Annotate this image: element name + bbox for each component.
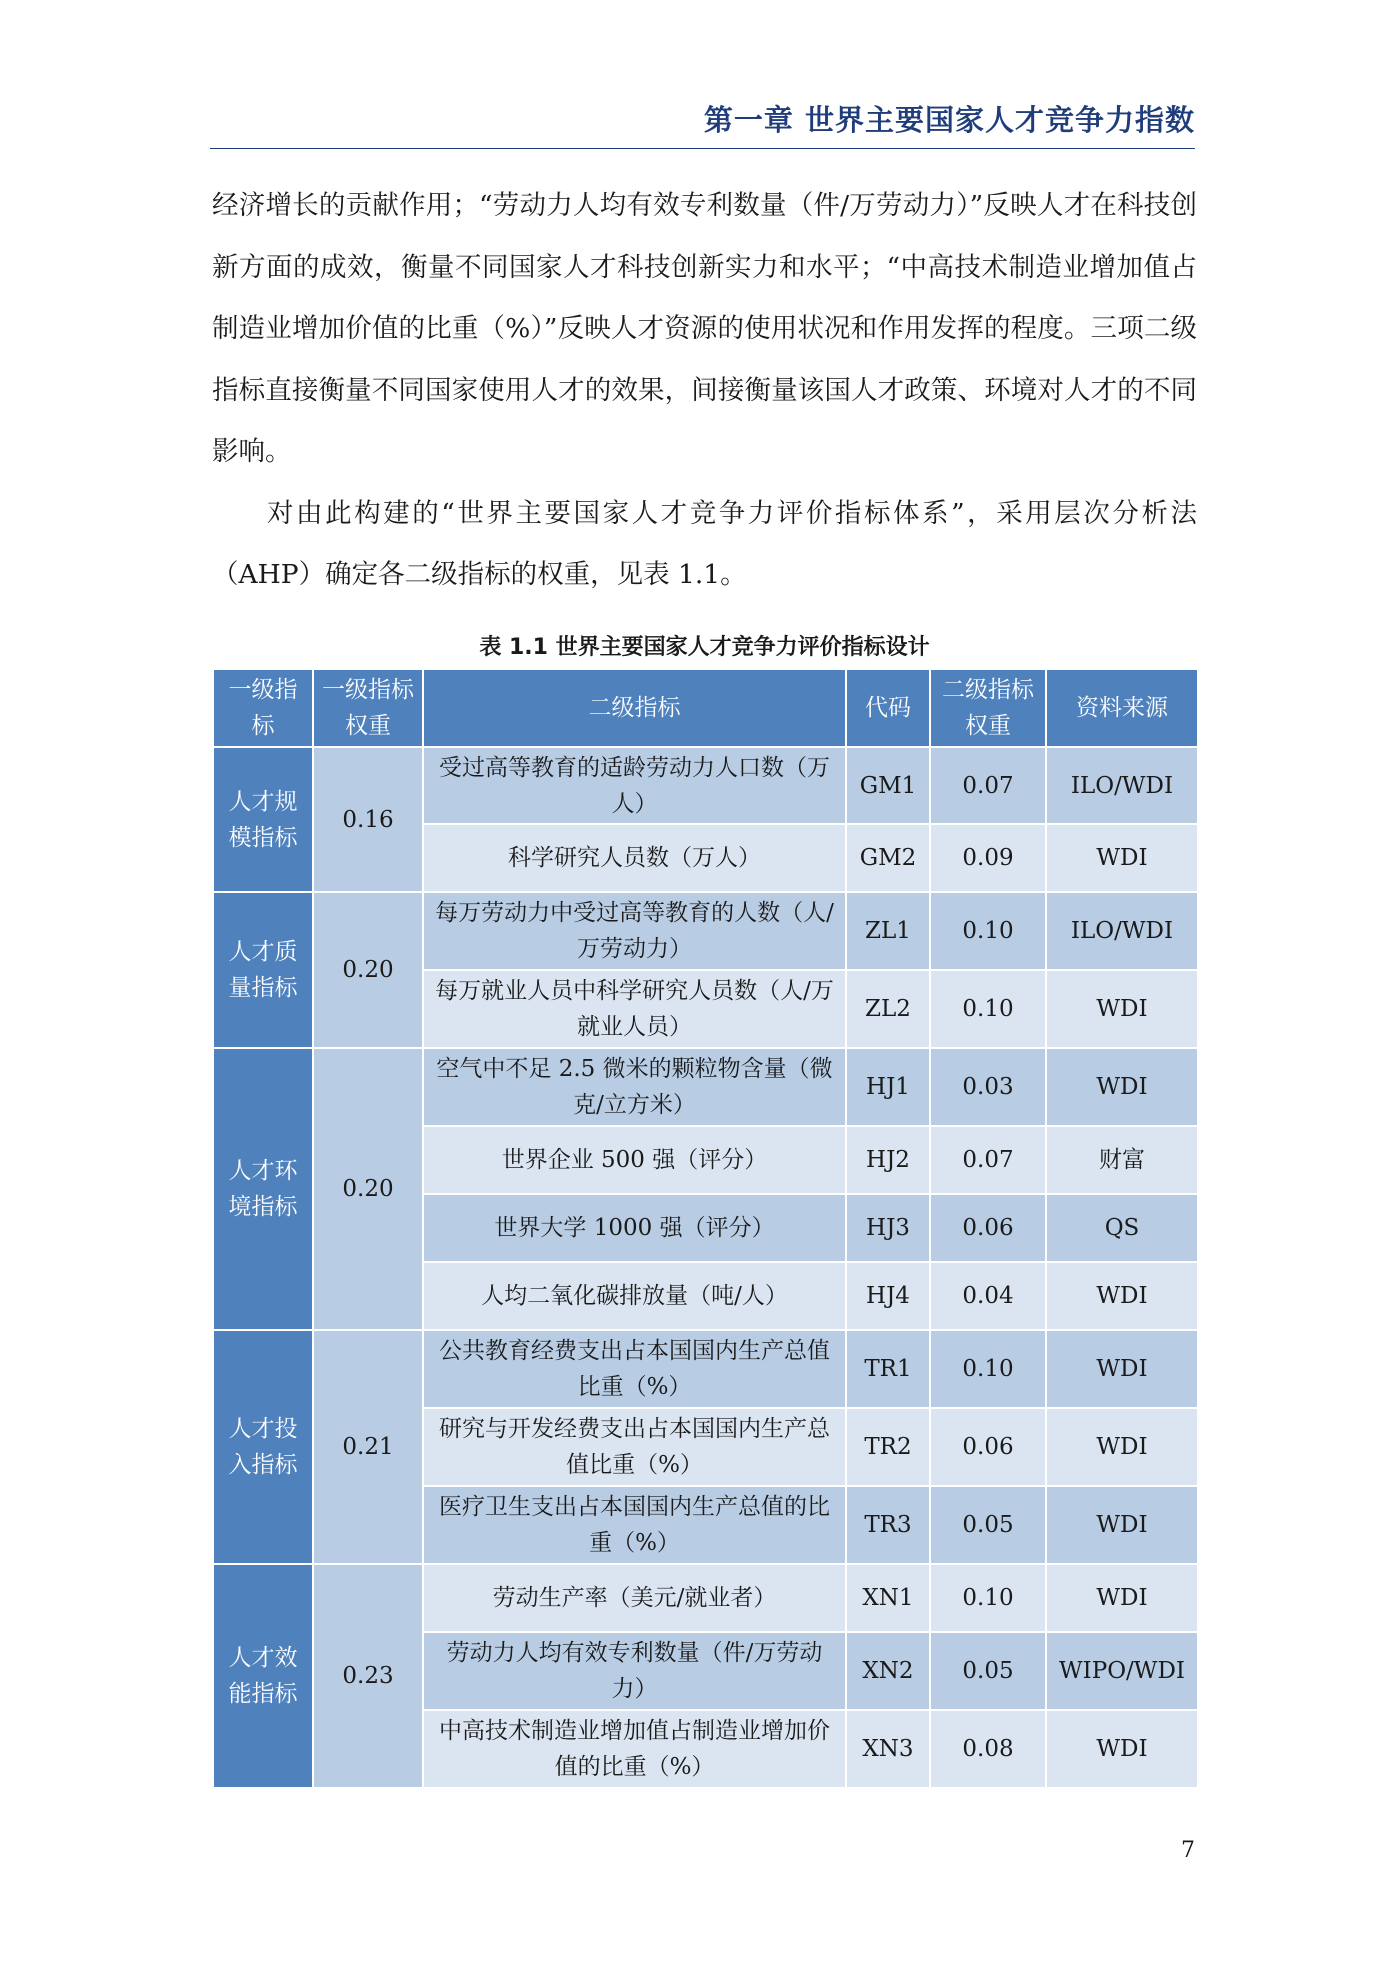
page-number: 7 — [1181, 1838, 1195, 1863]
level1-indicator-cell: 人才环境指标 — [213, 1048, 313, 1330]
source-cell: WDI — [1046, 1564, 1198, 1632]
level2-indicator-cell: 公共教育经费支出占本国国内生产总值比重（%） — [423, 1330, 846, 1408]
code-cell: HJ2 — [846, 1126, 930, 1194]
header-level1-indicator: 一级指标 — [213, 669, 313, 747]
level2-weight-cell: 0.03 — [930, 1048, 1046, 1126]
source-cell: WDI — [1046, 824, 1198, 892]
level1-weight-cell: 0.21 — [313, 1330, 423, 1564]
level2-indicator-cell: 世界大学 1000 强（评分） — [423, 1194, 846, 1262]
table-row — [213, 1330, 1198, 1408]
level2-weight-cell: 0.08 — [930, 1710, 1046, 1788]
header-code: 代码 — [846, 669, 930, 747]
source-cell: QS — [1046, 1194, 1198, 1262]
source-cell: WDI — [1046, 1408, 1198, 1486]
level2-indicator-cell: 医疗卫生支出占本国国内生产总值的比重（%） — [423, 1486, 846, 1564]
level1-indicator-cell: 人才投入指标 — [213, 1330, 313, 1564]
header-level2-indicator: 二级指标 — [423, 669, 846, 747]
level2-indicator-cell: 世界企业 500 强（评分） — [423, 1126, 846, 1194]
level2-indicator-cell: 科学研究人员数（万人） — [423, 824, 846, 892]
level2-weight-cell: 0.06 — [930, 1194, 1046, 1262]
level1-weight-cell: 0.20 — [313, 892, 423, 1048]
level2-indicator-cell: 空气中不足 2.5 微米的颗粒物含量（微克/立方米） — [423, 1048, 846, 1126]
source-cell: ILO/WDI — [1046, 892, 1198, 970]
code-cell: TR3 — [846, 1486, 930, 1564]
source-cell: WDI — [1046, 970, 1198, 1048]
source-cell: WDI — [1046, 1710, 1198, 1788]
level2-indicator-cell: 劳动力人均有效专利数量（件/万劳动力） — [423, 1632, 846, 1710]
paragraph-2: 对由此构建的“世界主要国家人才竞争力评价指标体系”，采用层次分析法（AHP）确定各二级指标的权重，见表 1.1。 — [212, 497, 1197, 590]
header-divider — [210, 148, 1195, 149]
level2-weight-cell: 0.10 — [930, 892, 1046, 970]
source-cell: WDI — [1046, 1048, 1198, 1126]
table-row — [213, 892, 1198, 970]
level1-weight-cell: 0.23 — [313, 1564, 423, 1788]
source-cell: WIPO/WDI — [1046, 1632, 1198, 1710]
level2-weight-cell: 0.10 — [930, 1330, 1046, 1408]
level1-indicator-cell: 人才规模指标 — [213, 747, 313, 892]
level1-weight-cell: 0.20 — [313, 1048, 423, 1330]
code-cell: HJ3 — [846, 1194, 930, 1262]
indicator-table — [212, 668, 1199, 1789]
table-row — [213, 1564, 1198, 1632]
paragraph-1: 经济增长的贡献作用；“劳动力人均有效专利数量（件/万劳动力）”反映人才在科技创新方面的成效，衡量不同国家人才科技创新实力和水平；“中高技术制造业增加值占制造业增加价值的比重（%）”反映人才资源的使用状况和作用发挥的程度。三项二级指标直接衡量不同国家使用人才的效果，间接衡量该国人才政策、环境对人才的不同影响。 — [212, 190, 1197, 467]
code-cell: TR2 — [846, 1408, 930, 1486]
code-cell: TR1 — [846, 1330, 930, 1408]
level1-weight-cell: 0.16 — [313, 747, 423, 892]
level2-indicator-cell: 中高技术制造业增加值占制造业增加价值的比重（%） — [423, 1710, 846, 1788]
level1-indicator-cell: 人才质量指标 — [213, 892, 313, 1048]
source-cell: WDI — [1046, 1486, 1198, 1564]
level2-indicator-cell: 人均二氧化碳排放量（吨/人） — [423, 1262, 846, 1330]
chapter-header: 第一章 世界主要国家人才竞争力指数 — [703, 103, 1195, 137]
code-cell: HJ4 — [846, 1262, 930, 1330]
code-cell: XN2 — [846, 1632, 930, 1710]
level2-indicator-cell: 劳动生产率（美元/就业者） — [423, 1564, 846, 1632]
code-cell: HJ1 — [846, 1048, 930, 1126]
level2-weight-cell: 0.07 — [930, 1126, 1046, 1194]
header-source: 资料来源 — [1046, 669, 1198, 747]
source-cell: WDI — [1046, 1330, 1198, 1408]
code-cell: XN1 — [846, 1564, 930, 1632]
level1-indicator-cell: 人才效能指标 — [213, 1564, 313, 1788]
level2-indicator-cell: 受过高等教育的适龄劳动力人口数（万人） — [423, 747, 846, 824]
code-cell: XN3 — [846, 1710, 930, 1788]
level2-weight-cell: 0.10 — [930, 1564, 1046, 1632]
level2-weight-cell: 0.07 — [930, 747, 1046, 824]
table-header-row — [213, 669, 1198, 747]
table-caption: 表 1.1 世界主要国家人才竞争力评价指标设计 — [479, 635, 930, 660]
level2-weight-cell: 0.06 — [930, 1408, 1046, 1486]
header-level2-weight: 二级指标权重 — [930, 669, 1046, 747]
level2-weight-cell: 0.10 — [930, 970, 1046, 1048]
level2-weight-cell: 0.05 — [930, 1632, 1046, 1710]
table-row — [213, 747, 1198, 824]
header-level1-weight: 一级指标权重 — [313, 669, 423, 747]
code-cell: ZL1 — [846, 892, 930, 970]
level2-weight-cell: 0.05 — [930, 1486, 1046, 1564]
code-cell: GM1 — [846, 747, 930, 824]
code-cell: GM2 — [846, 824, 930, 892]
level2-indicator-cell: 研究与开发经费支出占本国国内生产总值比重（%） — [423, 1408, 846, 1486]
source-cell: 财富 — [1046, 1126, 1198, 1194]
code-cell: ZL2 — [846, 970, 930, 1048]
table-row — [213, 1048, 1198, 1126]
level2-weight-cell: 0.04 — [930, 1262, 1046, 1330]
source-cell: WDI — [1046, 1262, 1198, 1330]
level2-weight-cell: 0.09 — [930, 824, 1046, 892]
source-cell: ILO/WDI — [1046, 747, 1198, 824]
level2-indicator-cell: 每万就业人员中科学研究人员数（人/万就业人员） — [423, 970, 846, 1048]
body-text — [212, 175, 1197, 606]
level2-indicator-cell: 每万劳动力中受过高等教育的人数（人/万劳动力） — [423, 892, 846, 970]
